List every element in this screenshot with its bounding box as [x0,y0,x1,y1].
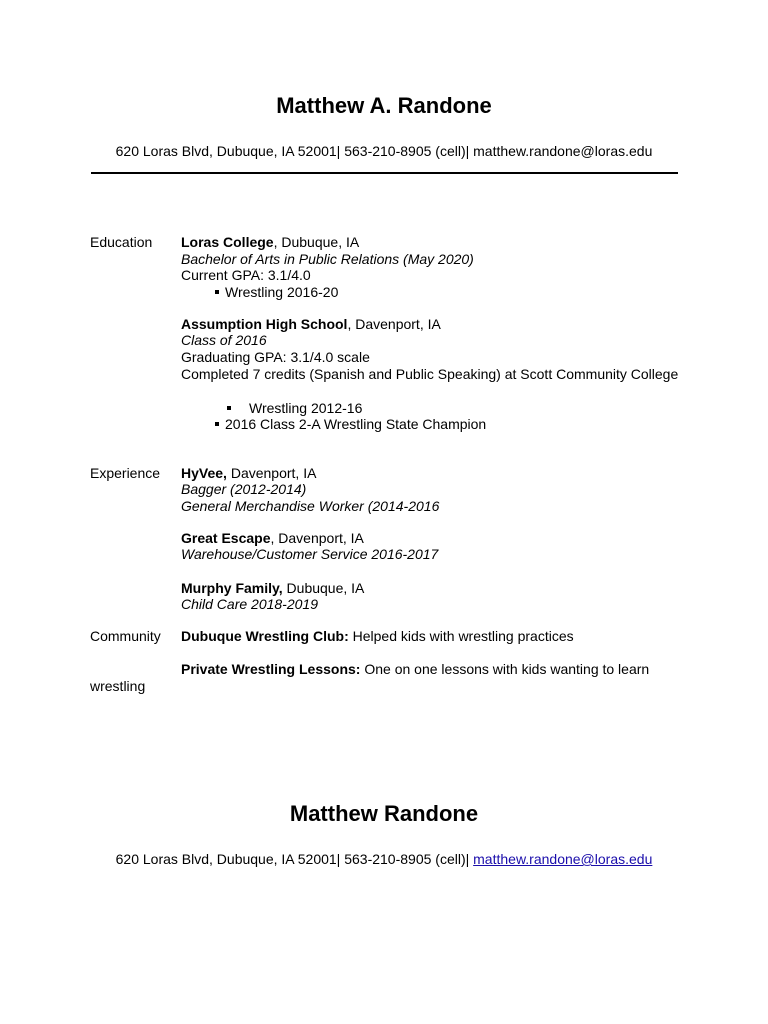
role: Bagger (2012-2014) [181,481,307,497]
class-year: Class of 2016 [181,332,267,348]
section-label-community: Community [90,628,161,644]
school-loras [181,234,359,250]
gpa: Current GPA: 3.1/4.0 [181,267,311,283]
resume-name: Matthew A. Randone [276,93,492,118]
school-name: Loras College [181,234,274,250]
employer: Murphy Family, Dubuque, IA [181,580,365,596]
school-assumption [181,316,441,332]
community-item: Private Wrestling Lessons: One on one lessons with kids wanting to learn [181,661,650,677]
bullet-icon [227,406,231,410]
header-divider [91,172,678,174]
bullet-icon [215,290,219,294]
email-link[interactable]: matthew.randone@loras.edu [473,851,653,867]
role: General Merchandise Worker (2014-2016 [181,498,440,514]
employer: Great Escape, Davenport, IA [181,530,364,546]
gpa: Graduating GPA: 3.1/4.0 scale [181,349,370,365]
credits: Completed 7 credits (Spanish and Public Speaking) at Scott Community College [181,366,679,382]
footer-contact: 620 Loras Blvd, Dubuque, IA 52001| 563-210-8905 (cell)| matthew.randone@loras.edu [115,851,653,867]
bullet-item: Wrestling 2016-20 [215,284,338,300]
school-name: Assumption High School [181,316,348,332]
contact-line: 620 Loras Blvd, Dubuque, IA 52001| 563-210-8905 (cell)| matthew.randone@loras.edu [115,143,653,159]
degree: Bachelor of Arts in Public Relations (May 2020) [181,251,474,267]
section-label-experience: Experience [90,465,161,481]
role: Child Care 2018-2019 [181,596,318,612]
community-item: Dubuque Wrestling Club: Helped kids with wrestling practices [181,628,574,644]
employer: HyVee, Davenport, IA [181,465,317,481]
bullet-item: Wrestling 2012-16 [227,400,362,416]
school-location: , Davenport, IA [347,316,441,332]
footer-name: Matthew Randone [289,801,479,826]
school-location: , Dubuque, IA [273,234,360,250]
bullet-item: 2016 Class 2-A Wrestling State Champion [215,416,486,432]
role: Warehouse/Customer Service 2016-2017 [181,546,439,562]
section-label-education: Education [90,234,153,250]
bullet-icon [215,422,219,426]
community-item-wrap: wrestling [90,678,146,694]
